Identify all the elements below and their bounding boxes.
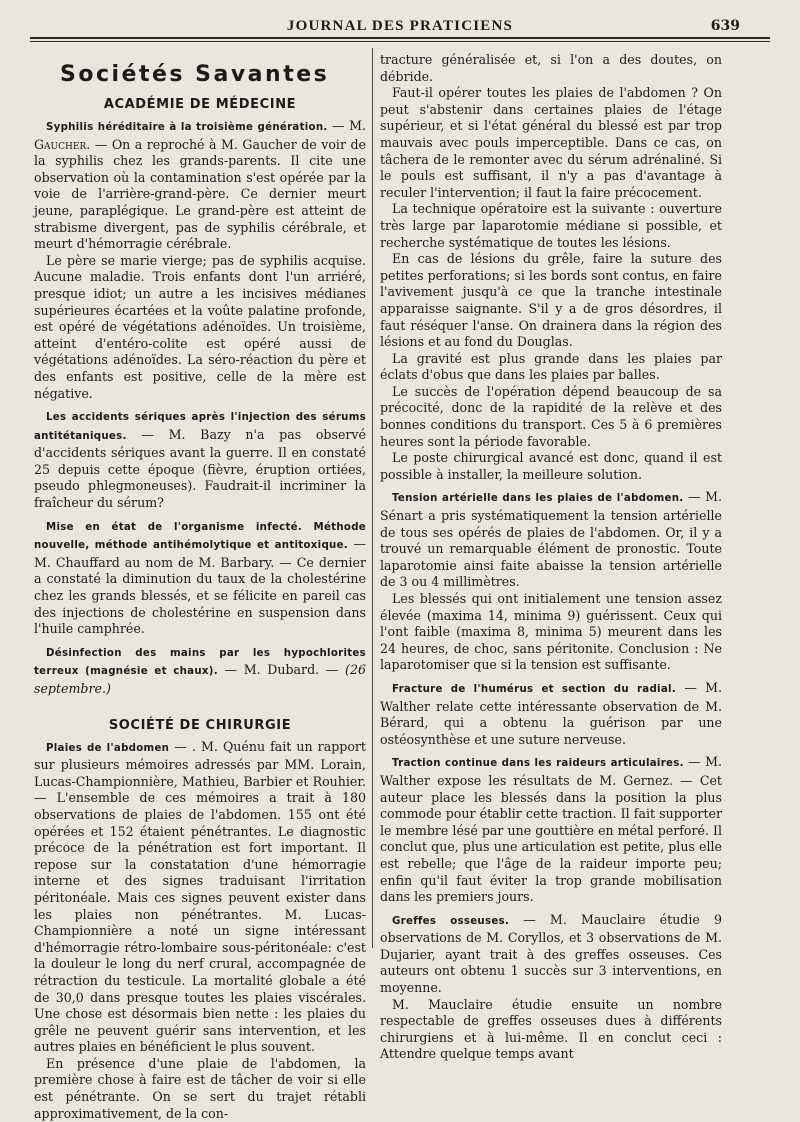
article-body: — M. Walther relate cette intéressante observation de M. Bérard, qui a obtenu la guérison par une ostéosynthèse et une suture nerveuse. xyxy=(380,679,722,747)
paragraph: Faut-il opérer toutes les plaies de l'abdomen ? On peut s'abstenir dans certaines plaies de l'étage supérieur, et si l'état général du blessé est par trop mauvais avec pouls imperceptible. Dans ce cas, on tâchera de le remonter avec du sérum adrénaliné. Si le pouls est suffisant, il n'y a pas d'avantage à reculer l'intervention; il faut la faire précocement. xyxy=(380,85,722,200)
page-number: 639 xyxy=(710,18,740,34)
article-body: — M. Mauclaire étudie 9 observations de M. Coryllos, et 3 observations de M. Dujarier, ayant trait à des greffes osseuses. Ces auteurs ont obtenu 1 succès sur 3 interventions, en moyenne. xyxy=(380,911,722,996)
column-divider xyxy=(372,48,373,948)
author-name: — M. Dubard. — xyxy=(224,662,339,678)
left-column xyxy=(34,52,366,1122)
article-syphilis: Syphilis héréditaire à la troisième génération. — M. Gaucher. — On a reproché à M. Gaucher de voir de la syphilis chez les grands-parents. Il cite une observation où la contamination s'est opérée par la voie de l'arrière-grand-père. Ce dernier meurt jeune, paraplégique. Le grand-père est atteint de strabisme divergent, pas de syphilis cérébrale, et meurt d'hémorragie cérébrale. xyxy=(34,118,366,252)
article-lead: Syphilis héréditaire à la troisième génération. xyxy=(46,122,328,133)
article-lead: Greffes osseuses. xyxy=(392,915,510,927)
article-lead: Plaies de l'abdomen xyxy=(46,742,170,754)
paragraph: Le poste chirurgical avancé est donc, quand il est possible à installer, la meilleure solution. xyxy=(380,450,722,482)
article-fracture-humerus xyxy=(380,680,722,748)
header-rule xyxy=(30,37,770,39)
section-main-title: Sociétés Savantes xyxy=(60,62,330,87)
paragraph: En présence d'une plaie de l'abdomen, la première chose à faire est de tâcher de voir si elle est pénétrante. On se sert du trajet rétabli approximativement, de la con- xyxy=(34,1055,366,1121)
paragraph: Les blessés qui ont initialement une tension assez élevée (maxima 14, minima 9) guérissent. Ceux qui l'ont faible (maxima 8, minima 5) meurent dans les 24 heures, de choc, sans péritonite. Conclusion : Ne laparotomiser que si la tension est suffisante. xyxy=(380,591,722,673)
academie-heading: ACADÉMIE DE MÉDECINE xyxy=(103,97,297,112)
right-column xyxy=(380,52,722,1063)
article-greffes-osseuses xyxy=(380,912,722,997)
chirurgie-heading: SOCIÉTÉ DE CHIRURGIE xyxy=(108,717,292,733)
article-body: — M. Sénart a pris systématiquement la tension artérielle de tous ses opérés de plaies de l'abdomen. Or, il y a trouvé un remarquable élément de pronostic. Toute laparotomie ainsi faite abaisse la tension artérielle de 3 ou 4 millimètres. xyxy=(380,489,722,590)
article-accidents-seriques xyxy=(34,408,366,512)
paragraph: Le père se marie vierge; pas de syphilis acquise. Aucune maladie. Trois enfants dont l'un arriéré, presque idiot; un autre a les incisives médianes supérieures écartées et la voûte palatine profonde, est opéré de végétations adénoïdes. Un troisième, atteint d'entéro-colite est opéré aussi de végétations adénoïdes. La séro-réaction du père et des enfants est positive, celle de la mère est négative. xyxy=(34,252,366,401)
article-date: (26 septembre.) xyxy=(34,662,366,696)
article-lead: Désinfection des mains par les hypochlorites terreux (magnésie et chaux). xyxy=(34,647,366,678)
paragraph: En cas de lésions du grêle, faire la suture des petites perforations; si les bords sont contus, en faire l'avivement jusqu'à ce que la tranche intestinale apparaisse saignante. S'il y a de gros désordres, il faut réséquer l'anse. On drainera dans la région des lésions et au fond du Douglas. xyxy=(380,251,722,350)
article-body: — M. Bazy n'a pas observé d'accidents sériques avant la guerre. Il en constaté 25 depuis cette époque (fièvre, éruption ortiées, pseudo phlegmoneuses). Faudrait-il incriminer la fraîcheur du sérum? xyxy=(34,426,366,511)
article-body: — . M. Quénu fait un rapport sur plusieurs mémoires adressés par MM. Lorain, Lucas-Championnière, Mathieu, Barbier et Rouhier. — L'ensemble de ces mémoires a trait à 180 observations de plaies de l'abdomen. 155 ont été opérées et 152 étaient pénétrantes. Le diagnostic précoce de la pénétration est fort important. Il repose sur la constatation d'une hémorragie interne et des signes traduisant l'irritation péritonéale. Mais ces signes peuvent exister dans les plaies non pénétrantes. M. Lucas-Championnière a noté un signe intéressant d'hémorragie rétro-lombaire sous-péritonéale: c'est la douleur le long du nerf crural, accompagnée de rétraction du testicule. La mortalité globale a été de 30,0 dans presque toutes les plaies viscérales. Une chose est désormais bien nette : les plaies du grêle ne peuvent guérir sans intervention, et les autres plaies en bénéficient le plus souvent. xyxy=(34,738,366,1055)
article-lead: Tension artérielle dans les plaies de l'abdomen. xyxy=(392,493,684,505)
article-body: — M. Chauffard au nom de M. Barbary. — Ce dernier a constaté la diminution du taux de la cholestérine chez les grands blessés, et se félicite en pareil cas des injections de cholestérine en suspension dans l'huile camphrée. xyxy=(34,536,366,637)
article-lead: Les accidents sériques après l'injection des sérums antitétaniques. xyxy=(34,412,366,442)
paragraph: Le succès de l'opération dépend beaucoup de sa précocité, donc de la rapidité de la relève et des bonnes conditions du transport. Ces 5 à 6 premières heures sont la période favorable. xyxy=(380,383,722,449)
journal-title: JOURNAL DES PRATICIENS xyxy=(286,18,514,34)
paragraph: M. Mauclaire étudie ensuite un nombre respectable de greffes osseuses dues à différents chirurgiens et à lui-même. Il en conclut ceci : Attendre quelque temps avant xyxy=(380,996,722,1062)
paragraph: La gravité est plus grande dans les plaies par éclats d'obus que dans les plaies par balles. xyxy=(380,350,722,383)
article-tension-arterielle xyxy=(380,489,722,591)
paragraph: La technique opératoire est la suivante : ouverture très large par laparotomie médiane si possible, et recherche systématique de toutes les lésions. xyxy=(380,201,722,250)
article-lead: Fracture de l'humérus et section du radial. xyxy=(392,683,676,695)
article-body: — M. Walther expose les résultats de M. Gernez. — Cet auteur place les blessés dans la position la plus commode pour établir cette traction. Il fait supporter le membre lésé par une gouttière en métal perforé. Il conclut que, plus une articulation est petite, plus elle est rebelle; que l'âge de la raideur importe peu; enfin qu'il faut éviter la trop grande mobilisation dans les premiers jours. xyxy=(380,754,722,905)
paragraph: tracture généralisée et, si l'on a des doutes, on débride. xyxy=(380,52,722,84)
author-name: M. Gaucher. xyxy=(34,118,366,152)
header-rule-thin xyxy=(30,41,770,42)
article-plaies-abdomen xyxy=(34,739,366,1056)
article-desinfection xyxy=(34,644,366,698)
article-lead: Traction continue dans les raideurs articulaires. xyxy=(392,758,684,770)
article-organisme-infecte xyxy=(34,518,366,638)
article-body: — On a reproché à M. Gaucher de voir de la syphilis chez les grands-parents. Il cite une observation où la contamination s'est opérée par la voie de l'arrière-grand-père. Ce dernier meurt jeune, paraplégique. Le grand-père est atteint de strabisme divergent, pas de syphilis cérébrale, et meurt d'hémorragie cérébrale. xyxy=(34,136,366,252)
article-traction-continue xyxy=(380,754,722,905)
article-lead: Mise en état de l'organisme infecté. Méthode nouvelle, méthode antihémolytique et antitoxique. xyxy=(34,521,366,552)
